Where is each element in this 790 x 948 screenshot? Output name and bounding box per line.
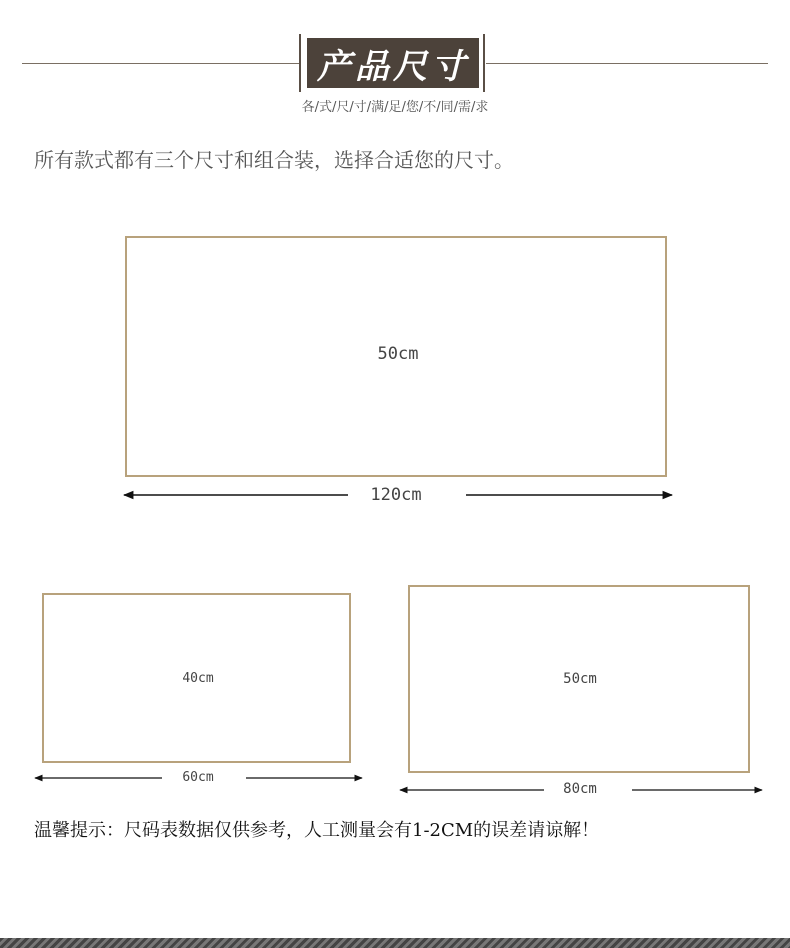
large-height-label: 50cm [368,344,428,364]
intro-text: 所有款式都有三个尺寸和组合装，选择合适您的尺寸。 [34,148,514,172]
medium-width-label: 80cm [556,781,604,797]
small-height-label: 40cm [176,671,220,686]
page-subtitle: 各/式/尺/寸/满/足/您/不/同/需/求 [301,100,489,115]
measurement-note: 温馨提示：尺码表数据仅供参考，人工测量会有1-2CM的误差请谅解！ [34,820,600,841]
large-width-label: 120cm [358,485,434,505]
medium-height-label: 50cm [556,671,604,687]
footer-stripe [0,938,790,948]
page-title: 产品尺寸 [307,38,479,88]
small-width-label: 60cm [176,770,220,785]
